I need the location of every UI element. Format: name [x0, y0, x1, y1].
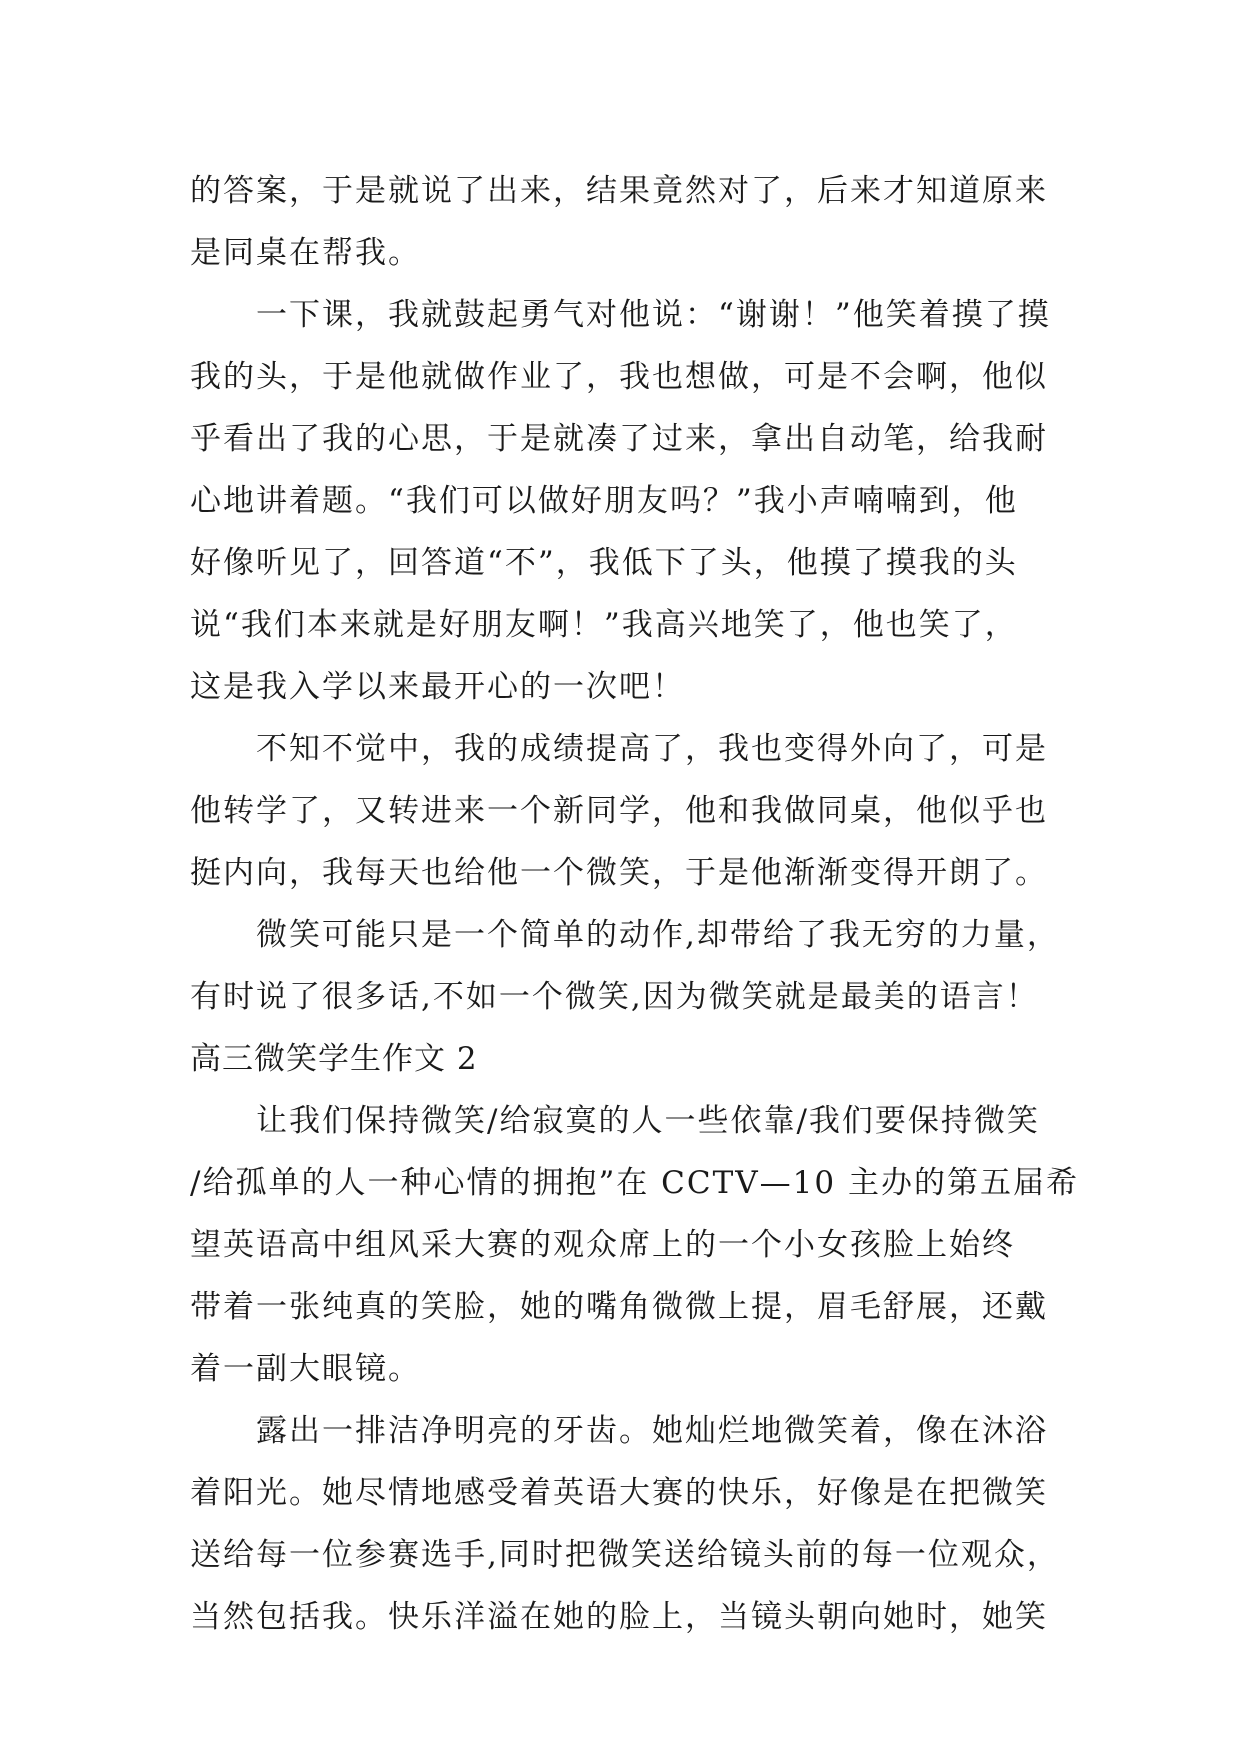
- paragraph-start-line: 微笑可能只是一个简单的动作,却带给了我无穷的力量，: [256, 917, 1060, 953]
- paragraph-start-line: 一下课，我就鼓起勇气对他说：“谢谢！”他笑着摸了摸: [256, 297, 1051, 333]
- text-line: 的答案，于是就说了出来，结果竟然对了，后来才知道原来: [190, 173, 1048, 209]
- text-line: 是同桌在帮我。: [190, 235, 421, 271]
- text-line: /给孤单的人一种心情的拥抱”在 CCTV—10 主办的第五届希: [190, 1165, 1079, 1201]
- text-line: 说“我们本来就是好朋友啊！”我高兴地笑了，他也笑了，: [190, 607, 1018, 643]
- paragraph-start-line: 不知不觉中，我的成绩提高了，我也变得外向了，可是: [256, 731, 1048, 767]
- text-line: 有时说了很多话,不如一个微笑,因为微笑就是最美的语言！: [190, 979, 1039, 1015]
- text-line: 挺内向，我每天也给他一个微笑，于是他渐渐变得开朗了。: [190, 855, 1048, 891]
- text-line: 当然包括我。快乐洋溢在她的脸上，当镜头朝向她时，她笑: [190, 1599, 1048, 1635]
- section-heading: 高三微笑学生作文 2: [190, 1041, 478, 1077]
- text-line: 送给每一位参赛选手,同时把微笑送给镜头前的每一位观众，: [190, 1537, 1060, 1573]
- text-line: 心地讲着题。“我们可以做好朋友吗？”我小声喃喃到，他: [190, 483, 1018, 519]
- paragraph-start-line: 让我们保持微笑/给寂寞的人一些依靠/我们要保持微笑: [256, 1103, 1040, 1139]
- text-line: 带着一张纯真的笑脸，她的嘴角微微上提，眉毛舒展，还戴: [190, 1289, 1048, 1325]
- text-line: 我的头，于是他就做作业了，我也想做，可是不会啊，他似: [190, 359, 1048, 395]
- text-line: 好像听见了，回答道“不”，我低下了头，他摸了摸我的头: [190, 545, 1018, 581]
- text-line: 乎看出了我的心思，于是就凑了过来，拿出自动笔，给我耐: [190, 421, 1048, 457]
- essay-body: [190, 160, 1079, 1648]
- paragraph-start-line: 露出一排洁净明亮的牙齿。她灿烂地微笑着，像在沐浴: [256, 1413, 1048, 1449]
- text-line: 他转学了，又转进来一个新同学，他和我做同桌，他似乎也: [190, 793, 1048, 829]
- text-line: 望英语高中组风采大赛的观众席上的一个小女孩脸上始终: [190, 1227, 1015, 1263]
- text-line: 着阳光。她尽情地感受着英语大赛的快乐，好像是在把微笑: [190, 1475, 1048, 1511]
- text-line: 这是我入学以来最开心的一次吧！: [190, 669, 685, 705]
- text-line: 着一副大眼镜。: [190, 1351, 421, 1387]
